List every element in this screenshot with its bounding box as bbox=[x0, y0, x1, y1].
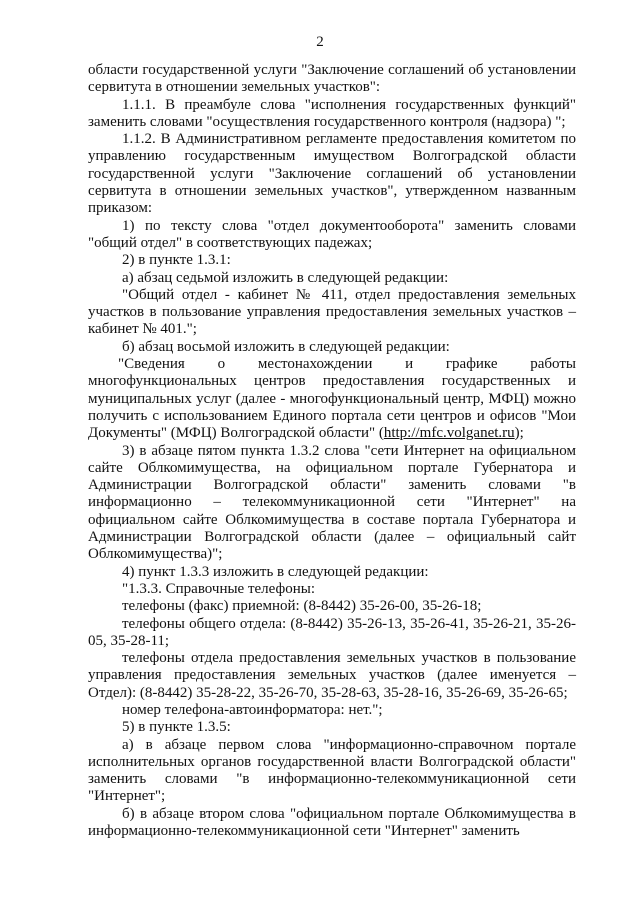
paragraph-phones-general: телефоны общего отдела: (8-8442) 35-26-13, 35-26-41, 35-26-21, 35-26-05, 35-28-11; bbox=[88, 615, 576, 649]
paragraph-item-5b: б) в абзаце втором слова "официальном портале Облкомимущества в информационно-телекоммуникационной сети "Интернет" заменить bbox=[88, 805, 576, 840]
paragraph-item-2b: б) абзац восьмой изложить в следующей редакции: bbox=[122, 338, 450, 355]
paragraph-intro: области государственной услуги "Заключение соглашений об установлении сервитута в отношении земельных участков": bbox=[88, 62, 576, 96]
paragraph-quote-office: "Общий отдел - кабинет № 411, отдел предоставления земельных участков в пользование управления предоставления земельных участков – кабинет № 401."; bbox=[88, 286, 576, 338]
mfc-link[interactable]: http://mfc.volganet.ru bbox=[383, 425, 515, 442]
paragraph-item-2a: а) абзац седьмой изложить в следующей редакции: bbox=[122, 269, 449, 286]
mfc-info-text: "Сведения о местонахождении и графике работы многофункциональных центров предоставления государственных и муниципальных услуг (далее - многофункциональный центр, МФЦ) можно получить с использованием Единого портала сети центров и офисов "Мои Документы" (МФЦ) Волгоградской области" ( bbox=[88, 356, 576, 442]
page-number: 2 bbox=[316, 34, 324, 50]
mfc-info-tail: ); bbox=[514, 425, 524, 442]
paragraph-phones-reception: телефоны (факс) приемной: (8-8442) 35-26-00, 35-26-18; bbox=[122, 598, 482, 615]
paragraph-item-4: 4) пункт 1.3.3 изложить в следующей редакции: bbox=[122, 563, 429, 580]
document-body bbox=[88, 62, 576, 840]
paragraph-item-5a: а) в абзаце первом слова "информационно-справочном портале исполнительных органов государственной власти Волгоградской области" заменить словами "в информационно-телекоммуникационной сети "Интернет"; bbox=[88, 736, 576, 805]
paragraph-item-5: 5) в пункте 1.3.5: bbox=[122, 719, 231, 736]
paragraph-item-3: 3) в абзаце пятом пункта 1.3.2 слова "сети Интернет на официальном сайте Облкомимущества, на официальном портале Губернатора и Администрации Волгоградской области" заменить словами "в информационно – телекоммуникационной сети "Интернет" на официальном сайте Облкомимущества в составе портала Губернатора и Администрации Волгоградской области (далее – официальный сайт Облкомимущества)"; bbox=[88, 442, 576, 563]
paragraph-phones-department: телефоны отдела предоставления земельных участков в пользование управления предоставления земельных участков (далее именуется – Отдел): (8-8442) 35-28-22, 35-26-70, 35-28-63, 35-28-16, 35-26-69, 35-26-65; bbox=[88, 650, 576, 701]
paragraph-item-2: 2) в пункте 1.3.1: bbox=[122, 252, 231, 269]
paragraph-1-3-3-heading: "1.3.3. Справочные телефоны: bbox=[122, 580, 315, 597]
paragraph-1-1-2: 1.1.2. В Административном регламенте предоставления комитетом по управлению государственным имуществом Волгоградской области государственной услуги "Заключение соглашений об установлении сервитута в отношении земельных участков", утвержденном названным приказом: bbox=[88, 131, 576, 217]
paragraph-1-1-1: 1.1.1. В преамбуле слова "исполнения государственных функций" заменить словами "осуществления государственного контроля (надзора) "; bbox=[88, 96, 576, 130]
paragraph-mfc-info bbox=[88, 356, 576, 442]
paragraph-autoinformer: номер телефона-автоинформатора: нет."; bbox=[122, 701, 383, 718]
paragraph-item-1: 1) по тексту слова "отдел документооборота" заменить словами "общий отдел" в соответствующих падежах; bbox=[88, 217, 576, 251]
